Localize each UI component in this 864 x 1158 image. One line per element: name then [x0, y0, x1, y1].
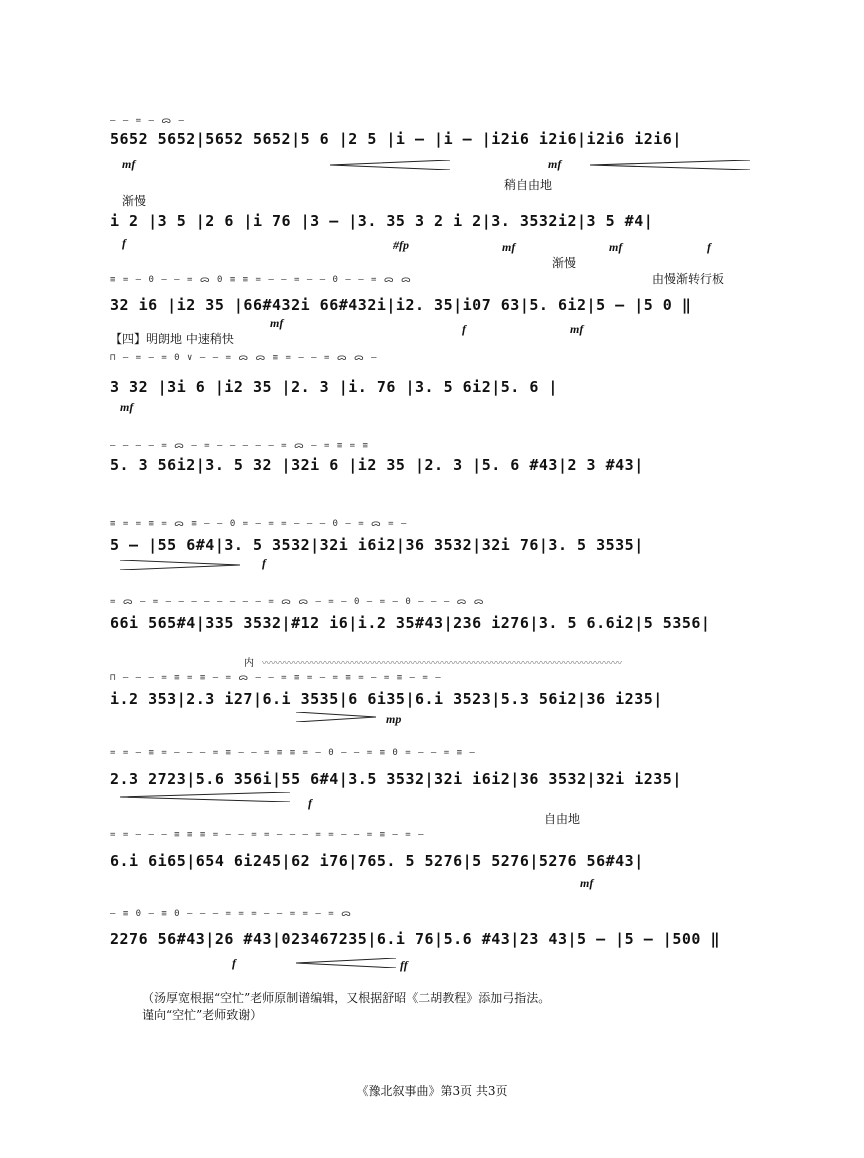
dynamic-mark: mf [548, 157, 562, 171]
dynamic-mark: f [308, 796, 312, 810]
score-line-11-marks: – ≡ 0 – ≡ 0 – – – = = = – – = = – = ᯅ [110, 909, 352, 919]
dynamic-mark: f [232, 956, 236, 970]
score-line-8: i.2 353|2.3 i27|6.i 3535|6 6i35|6.i 3523|5.3 56i2|36 i235| [110, 690, 663, 708]
score-line-6-marks: ≡ = = ≡ = ᯅ ≡ – – 0 = – = = – – – 0 – = ᯅ = – [110, 519, 408, 529]
score-line-3-marks: ≡ = – 0 – – = ᯅ 0 ≡ ≡ = – – = – – 0 – – = ᯅ ᯅ [110, 275, 412, 285]
dynamic-mark: f [122, 236, 126, 250]
crescendo-hairpin [120, 792, 290, 802]
page-footer: 《豫北叙事曲》第3页 共3页 [356, 1084, 508, 1098]
score-line-1-marks: – – = – ᯅ – [110, 116, 185, 126]
editor-note [142, 990, 742, 1024]
dynamic-mark: mp [386, 712, 402, 726]
vibrato-label: 内 [244, 658, 254, 669]
score-line-8-marks: ⊓ – – – = ≡ = ≡ – = ᯅ – – = ≡ = – = ≡ = – = ≡ – = – [110, 673, 442, 683]
dynamic-mark: f [707, 240, 711, 254]
score-line-2: i 2 |3 5 |2 6 |i 76 |3 – |3. 35 3 2 i 2|3. 3532i2|3 5 #4| [110, 212, 654, 230]
dynamic-mark: mf [609, 240, 623, 254]
dynamic-mark: mf [270, 316, 284, 330]
dynamic-mark: mf [120, 400, 134, 414]
dynamic-mark: #fp [393, 238, 409, 252]
score-line-11: 2276 56#43|26 #43|023467235|6.i 76|5.6 #43|23 43|5 – |5 – |500 ‖ [110, 930, 720, 948]
editor-note-line: 谨向“空忙”老师致谢） [142, 1008, 263, 1022]
dynamic-mark: mf [502, 240, 516, 254]
tempo-label: 渐慢 [552, 256, 577, 270]
dynamic-mark: f [262, 556, 266, 570]
score-line-1: 5652 5652|5652 5652|5 6 |2 5 |i – |i – |i2i6 i2i6|i2i6 i2i6| [110, 130, 682, 148]
tempo-label: 稍自由地 [504, 178, 553, 192]
vibrato-line: 〰〰〰〰〰〰〰〰〰〰〰〰〰〰〰〰〰〰〰〰〰〰〰〰〰〰〰〰〰〰〰〰〰〰〰〰〰〰〰〰 [262, 659, 623, 664]
score-line-7: 66i 565#4|335 3532|#12 i6|i.2 35#43|236 i276|3. 5 6.6i2|5 5356| [110, 614, 711, 632]
dynamic-mark: mf [122, 157, 136, 171]
score-line-7-marks: = ᯅ – = – – – – – – – – = ᯅ ᯅ – = – 0 – = – 0 – – – ᯅ ᯅ [110, 597, 485, 607]
crescendo-hairpin [590, 160, 750, 170]
score-line-9-marks: = = – ≡ = – – – = ≡ – – = ≡ ≡ = – 0 – – = ≡ 0 = – – = ≡ – [110, 748, 476, 758]
section-heading: 【四】明朗地 中速稍快 [110, 332, 234, 346]
decrescendo-hairpin [296, 712, 376, 722]
dynamic-mark: mf [580, 876, 594, 890]
score-line-3: 32 i6 |i2 35 |66#432i 66#432i|i2. 35|i07 63|5. 6i2|5 – |5 0 ‖ [110, 296, 692, 314]
crescendo-hairpin [330, 160, 450, 170]
score-line-5-marks: – – – – = ᯅ – = – – – – – = ᯅ – = ≡ = ≡ [110, 441, 369, 451]
score-line-4: 3 32 |3i 6 |i2 35 |2. 3 |i. 76 |3. 5 6i2|5. 6 | [110, 378, 558, 396]
dynamic-mark: mf [570, 322, 584, 336]
decrescendo-hairpin [120, 560, 240, 570]
score-line-6: 5 – |55 6#4|3. 5 3532|32i i6i2|36 3532|32i 76|3. 5 3535| [110, 536, 644, 554]
score-line-9: 2.3 2723|5.6 356i|55 6#4|3.5 3532|32i i6i2|36 3532|32i i235| [110, 770, 682, 788]
score-line-4-marks: ⊓ – = – = 0 ∨ – – = ᯅ ᯅ ≡ = – – = ᯅ ᯅ – [110, 353, 378, 363]
score-line-10: 6.i 6i65|654 6i245|62 i76|765. 5 5276|5 5276|5276 56#43| [110, 852, 644, 870]
score-line-10-marks: = = – – – ≡ ≡ ≡ = – – = = – – – = = – – = ≡ – = – [110, 830, 425, 840]
crescendo-hairpin [296, 958, 396, 968]
dynamic-mark: ff [400, 958, 408, 972]
editor-note-line: （汤厚宽根据“空忙”老师原制谱编辑，又根据舒昭《二胡教程》添加弓指法。 [142, 991, 551, 1005]
dynamic-mark: f [462, 322, 466, 336]
score-line-5: 5. 3 56i2|3. 5 32 |32i 6 |i2 35 |2. 3 |5. 6 #43|2 3 #43| [110, 456, 644, 474]
tempo-label: 由慢渐转行板 [652, 272, 725, 286]
tempo-label: 自由地 [544, 812, 581, 826]
tempo-label: 渐慢 [122, 194, 147, 208]
